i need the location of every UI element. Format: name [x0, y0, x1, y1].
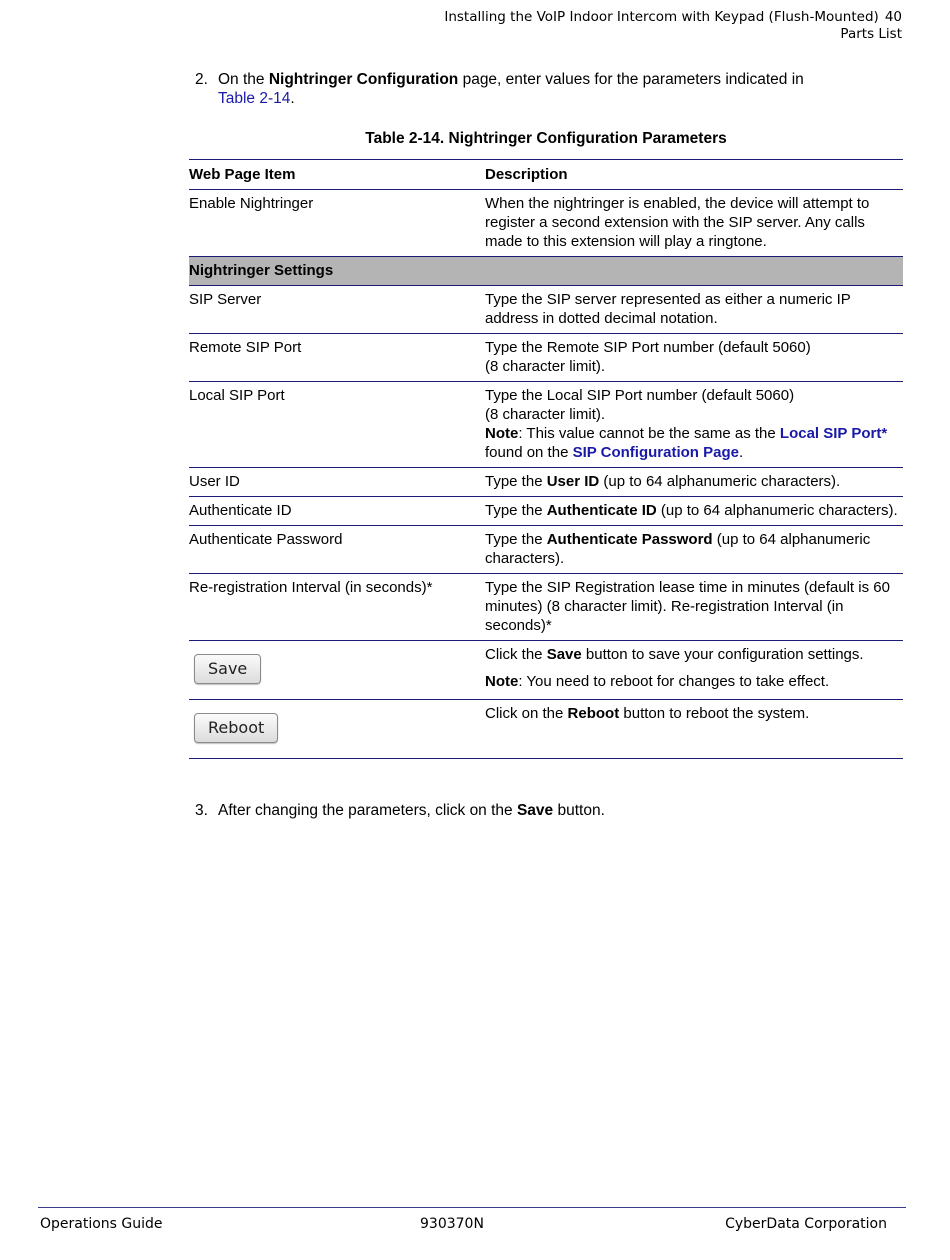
table-row	[189, 700, 903, 759]
note-text: found on the	[485, 444, 573, 461]
item-cell: SIP Server	[189, 286, 485, 334]
parameters-table	[189, 159, 903, 759]
description-line: Type the Local SIP Port number (default 5060)	[485, 387, 795, 404]
item-cell: Remote SIP Port	[189, 334, 485, 382]
step-text-pre: On the	[218, 71, 269, 88]
description-line: (8 character limit).	[485, 406, 606, 423]
description-line	[485, 645, 903, 664]
item-cell: Local SIP Port	[189, 382, 485, 468]
description-text: (up to 64 alphanumeric characters).	[485, 531, 871, 567]
description-cell	[485, 526, 903, 574]
table-row	[189, 641, 903, 700]
column-header-description: Description	[485, 160, 903, 190]
item-cell: Enable Nightringer	[189, 190, 485, 257]
table-row	[189, 574, 903, 641]
description-bold: Authenticate Password	[546, 531, 713, 548]
table-row	[189, 286, 903, 334]
note-text: .	[738, 444, 744, 461]
note	[485, 424, 903, 462]
description-line: Type the Remote SIP Port number (default 5060)	[485, 339, 811, 356]
step-3	[195, 801, 838, 820]
section-title: Nightringer Settings	[189, 257, 903, 286]
header-section: Parts List	[840, 26, 902, 42]
section-row	[189, 257, 903, 286]
description-bold: Reboot	[567, 705, 620, 722]
step-text-post: .	[290, 90, 295, 107]
item-cell	[189, 700, 485, 759]
description-line: (8 character limit).	[485, 358, 606, 375]
step-bold: Save	[516, 802, 554, 819]
description-cell	[485, 382, 903, 468]
item-cell: Authenticate Password	[189, 526, 485, 574]
footer-center: 930370N	[420, 1216, 484, 1232]
item-cell: Re-registration Interval (in seconds)*	[189, 574, 485, 641]
description-text: button to save your configuration settings.	[581, 646, 864, 663]
item-cell	[189, 641, 485, 700]
description-cell	[485, 468, 903, 497]
table-row	[189, 468, 903, 497]
save-button[interactable]: Save	[194, 654, 261, 684]
reboot-button[interactable]: Reboot	[194, 713, 278, 743]
page-number: 40	[884, 9, 902, 25]
sip-configuration-page-link[interactable]: SIP Configuration Page	[572, 444, 739, 461]
note-label: Note	[485, 673, 519, 690]
description-text: (up to 64 alphanumeric characters).	[656, 502, 898, 519]
description-cell	[485, 641, 903, 700]
description-bold: Save	[546, 646, 582, 663]
step-number: 3.	[195, 802, 208, 819]
step-text-pre: After changing the parameters, click on the	[218, 802, 517, 819]
description-text: Type the	[485, 531, 547, 548]
local-sip-port-link[interactable]: Local SIP Port*	[779, 425, 888, 442]
note	[485, 672, 903, 691]
table-caption: Table 2-14. Nightringer Configuration Parameters	[365, 130, 727, 147]
description-text: Type the	[485, 502, 547, 519]
footer-right: CyberData Corporation	[725, 1216, 887, 1232]
step-text	[218, 801, 838, 820]
header-title: Installing the VoIP Indoor Intercom with Keypad (Flush-Mounted)	[444, 9, 879, 25]
step-text-post: button.	[553, 802, 605, 819]
table-reference-link[interactable]: Table 2-14	[218, 90, 291, 107]
description-text: Click the	[485, 646, 547, 663]
table-row	[189, 497, 903, 526]
table-row	[189, 190, 903, 257]
footer-left: Operations Guide	[40, 1216, 163, 1232]
table-row	[189, 526, 903, 574]
table-header-row	[189, 160, 903, 190]
description-bold: User ID	[546, 473, 600, 490]
description-bold: Authenticate ID	[546, 502, 657, 519]
table-row	[189, 334, 903, 382]
item-cell: Authenticate ID	[189, 497, 485, 526]
note-text: : This value cannot be the same as the	[518, 425, 780, 442]
step-text-mid: page, enter values for the parameters indicated in	[458, 71, 804, 88]
page-header	[444, 9, 902, 43]
description-text: (up to 64 alphanumeric characters).	[599, 473, 841, 490]
description-text: Type the	[485, 473, 547, 490]
description-cell: When the nightringer is enabled, the device will attempt to register a second extension with the SIP server. Any calls made to this extension will play a ringtone.	[485, 190, 903, 257]
description-cell	[485, 497, 903, 526]
note-label: Note	[485, 425, 519, 442]
step-bold: Nightringer Configuration	[268, 71, 459, 88]
description-cell	[485, 334, 903, 382]
footer-rule	[38, 1207, 906, 1208]
description-cell: Type the SIP Registration lease time in minutes (default is 60 minutes) (8 character limit). Re-registration Interval (in seconds)*	[485, 574, 903, 641]
step-text	[218, 70, 838, 108]
step-2	[195, 70, 838, 108]
note-text: : You need to reboot for changes to take effect.	[518, 673, 830, 690]
description-text: Click on the	[485, 705, 568, 722]
description-cell: Type the SIP server represented as either a numeric IP address in dotted decimal notation.	[485, 286, 903, 334]
description-cell	[485, 700, 903, 759]
description-text: button to reboot the system.	[619, 705, 810, 722]
step-number: 2.	[195, 71, 208, 88]
table-row	[189, 382, 903, 468]
item-cell: User ID	[189, 468, 485, 497]
column-header-item: Web Page Item	[189, 160, 485, 190]
